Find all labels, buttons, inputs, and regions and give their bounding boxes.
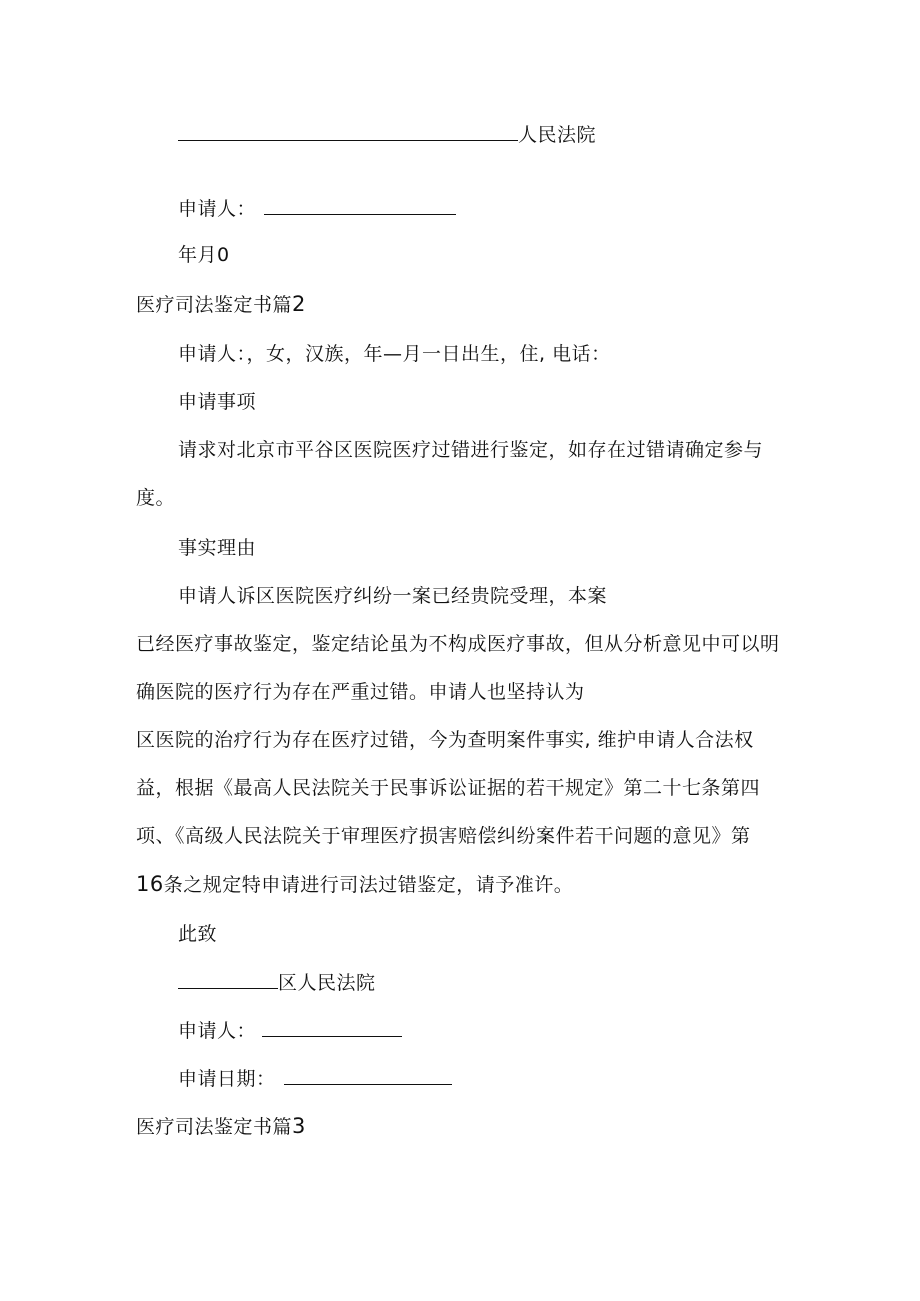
request-line-1: 请求对北京市平谷区医院医疗过错进行鉴定，如存在过错请确定参与 <box>178 439 764 461</box>
facts-heading: 事实理由 <box>178 537 257 559</box>
date-signature-line <box>178 1066 452 1091</box>
court-line-1 <box>178 122 596 147</box>
facts-line-5: 益，根据《最高人民法院关于民事诉讼证据的若干规定》第二十七条第四 <box>136 777 761 799</box>
facts-line-7 <box>136 872 573 897</box>
facts-line-7-text: 条之规定特申请进行司法过错鉴定，请予准许。 <box>163 874 574 896</box>
applicant-signature-line-2 <box>178 1018 402 1043</box>
court-name-blank-2 <box>178 970 278 989</box>
section-heading-2-number: 2 <box>292 292 306 316</box>
applicant-label-1: 申请人： <box>178 198 257 220</box>
section-heading-2 <box>136 292 306 317</box>
facts-line-3: 确医院的医疗行为存在严重过错。申请人也坚持认为 <box>136 681 585 703</box>
facts-line-1: 申请人诉区医院医疗纠纷一案已经贵院受理，本案 <box>178 585 608 607</box>
court-line-2 <box>178 970 376 995</box>
section-heading-3-number: 3 <box>292 1114 306 1138</box>
facts-line-7-number: 16 <box>136 872 164 896</box>
facts-line-4: 区医院的治疗行为存在医疗过错，今为查明案件事实, 维护申请人合法权 <box>136 729 754 751</box>
applicant-label-2: 申请人： <box>178 1020 257 1042</box>
request-line-2: 度。 <box>136 487 176 509</box>
section-heading-3-text: 医疗司法鉴定书篇 <box>136 1116 293 1138</box>
court-suffix-1: 人民法院 <box>518 124 597 146</box>
date-label: 申请日期： <box>178 1068 276 1090</box>
section-heading-2-text: 医疗司法鉴定书篇 <box>136 294 293 316</box>
date-line-1: 年月0 <box>178 244 230 266</box>
request-heading: 申请事项 <box>178 391 257 413</box>
court-name-blank <box>178 122 518 141</box>
facts-line-6: 项、《高级人民法院关于审理医疗损害赔偿纠纷案件若干问题的意见》第 <box>136 825 751 847</box>
court-suffix-2: 区人民法院 <box>278 972 376 994</box>
applicant-info: 申请人：，女，汉族，年—月一日出生，住, 电话： <box>178 343 611 365</box>
applicant-blank-2 <box>262 1018 402 1037</box>
salutation: 此致 <box>178 923 218 945</box>
applicant-signature-line-1 <box>178 196 456 221</box>
applicant-blank-1 <box>264 196 456 215</box>
section-heading-3 <box>136 1114 306 1139</box>
date-blank <box>284 1066 452 1085</box>
facts-line-2: 已经医疗事故鉴定，鉴定结论虽为不构成医疗事故，但从分析意见中可以明 <box>136 633 780 655</box>
